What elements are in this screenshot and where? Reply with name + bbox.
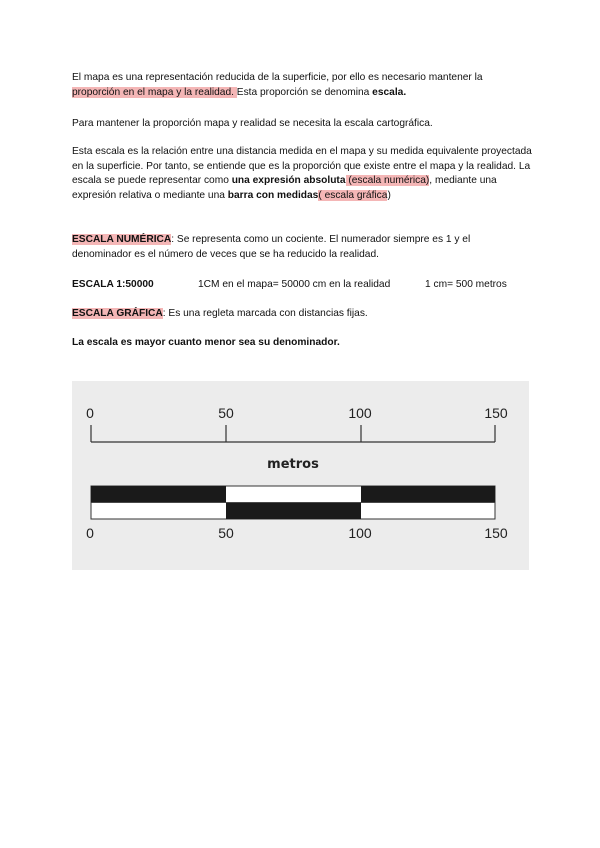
top-tick-label-0: 0 bbox=[86, 405, 94, 421]
bottom-tick-label-150: 150 bbox=[484, 525, 508, 541]
text: : Se representa como un cociente. El numerador siempre es 1 y el denominador es el número de veces que se ha reducido la realidad. bbox=[72, 234, 471, 260]
bold-text: una expresión absoluta bbox=[231, 175, 346, 186]
top-tick-label-150: 150 bbox=[484, 405, 508, 421]
heading-numeric-scale: ESCALA NUMÉRICA bbox=[72, 234, 172, 245]
paragraph-definition bbox=[72, 71, 532, 100]
unit-label: metros bbox=[267, 457, 319, 472]
scale-example-equivalence: 1CM en el mapa= 50000 cm en la realidad bbox=[198, 279, 391, 290]
bold-text: barra con medidas bbox=[227, 189, 319, 201]
bottom-tick-label-0: 0 bbox=[86, 525, 94, 541]
highlighted-text: ( escala gráfica bbox=[318, 189, 388, 201]
highlighted-text: proporción en el mapa y la realidad. bbox=[72, 86, 237, 98]
text: ) bbox=[387, 189, 391, 201]
bottom-tick-label-100: 100 bbox=[348, 525, 372, 541]
text: , mediante una expresión relativa o mediante una bbox=[72, 175, 497, 201]
graphic-scale-svg bbox=[72, 381, 529, 570]
top-tick-label-100: 100 bbox=[348, 405, 372, 421]
bold-text: escala. bbox=[372, 86, 407, 98]
graphic-scale-figure bbox=[72, 381, 529, 570]
paragraph-numeric-scale bbox=[72, 233, 532, 262]
paragraph-scale-explanation bbox=[72, 145, 532, 203]
highlighted-text: (escala numérica) bbox=[345, 175, 430, 186]
bottom-tick-label-50: 50 bbox=[218, 525, 234, 541]
scale-example-conversion: 1 cm= 500 metros bbox=[425, 279, 507, 290]
heading-graphic-scale: ESCALA GRÁFICA bbox=[72, 308, 163, 319]
scale-bar-segment-top-3 bbox=[361, 486, 495, 503]
paragraph-conclusion bbox=[72, 336, 532, 351]
text: : Es una regleta marcada con distancias fijas. bbox=[162, 308, 368, 319]
paragraph-graphic-scale bbox=[72, 307, 532, 322]
scale-bar-segment-bottom-2 bbox=[226, 503, 361, 520]
scale-example-row bbox=[72, 278, 532, 293]
bold-text: La escala es mayor cuanto menor sea su denominador. bbox=[72, 337, 340, 348]
text: El mapa es una representación reducida de la superficie, por ello es necesario mantener la bbox=[72, 72, 483, 83]
scale-bar-segment-top-1 bbox=[91, 486, 226, 503]
text: Para mantener la proporción mapa y realidad se necesita la escala cartográfica. bbox=[72, 118, 433, 129]
paragraph-cartographic-scale bbox=[72, 117, 532, 132]
top-tick-label-50: 50 bbox=[218, 405, 234, 421]
text: Esta escala es la relación entre una distancia medida en el mapa y su medida equivalente proyectada en la superficie. Por tanto, se entiende que es la proporción que existe entre el mapa y la realidad. La escala se puede representar como bbox=[72, 146, 532, 186]
text: Esta proporción se denomina bbox=[236, 86, 373, 98]
scale-example-label: ESCALA 1:50000 bbox=[72, 279, 154, 290]
